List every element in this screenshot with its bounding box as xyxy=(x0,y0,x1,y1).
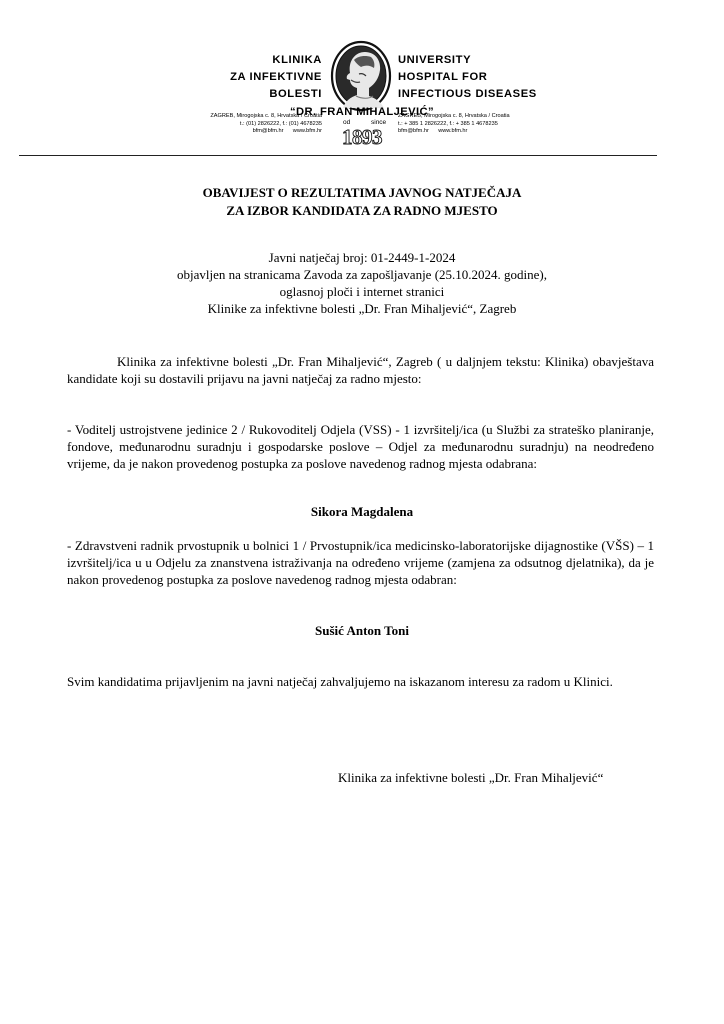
address-line: ZAGREB, Mirogojska c. 8, Hrvatska / Croatia xyxy=(210,113,322,119)
letterhead-left-line: KLINIKA xyxy=(272,54,322,66)
reference-line: Javni natječaj broj: 01-2449-1-2024 xyxy=(268,250,456,265)
letterhead-center-name: “DR. FRAN MIHALJEVIĆ” xyxy=(290,106,434,118)
intro-paragraph: Klinika za infektivne bolesti „Dr. Fran Mihaljević“, Zagreb ( u daljnjem tekstu: Klinika) obavještava kandidate koji su dostavili prijavu na javni natječaj za radno mjesto: xyxy=(67,354,654,386)
letterhead-left-line: ZA INFEKTIVNE xyxy=(230,71,322,83)
letterhead-address-left xyxy=(210,113,322,136)
letterhead-right-name xyxy=(398,52,537,103)
letterhead-founding-year: 1893 xyxy=(342,125,382,149)
letterhead-since-label: since xyxy=(371,119,387,126)
signature-line: Klinika za infektivne bolesti „Dr. Fran Mihaljević“ xyxy=(338,770,604,785)
letterhead-right-line: INFECTIOUS DISEASES xyxy=(398,88,537,100)
reference-block xyxy=(0,249,724,317)
letterhead-right-line: HOSPITAL FOR xyxy=(398,71,488,83)
website-link[interactable]: www.bfm.hr xyxy=(292,128,322,135)
reference-line: objavljen na stranicama Zavoda za zapošljavanje (25.10.2024. godine), xyxy=(176,267,547,282)
header-divider xyxy=(19,155,657,156)
document-title-line: ZA IZBOR KANDIDATA ZA RADNO MJESTO xyxy=(226,203,498,218)
closing-paragraph: Svim kandidatima prijavljenim na javni natječaj zahvaljujemo na iskazanom interesu za radom u Klinici. xyxy=(67,674,613,689)
phone-fax-line: t.: (01) 2826222, f.: (01) 4678235 xyxy=(239,120,322,127)
position-1-paragraph: - Voditelj ustrojstvene jedinice 2 / Rukovoditelj Odjela (VSS) - 1 izvršitelj/ica (u Službi za strateško planiranje, fondove, međunarodnu suradnju i gospodarske poslove – Odjel za međunarodnu suradnju) na neodređeno vrijeme, da je nakon provedenog postupka za poslove navedenog radnog mjesta odabrana: xyxy=(67,422,654,471)
email-link[interactable]: bfm@bfm.hr xyxy=(398,128,429,135)
letterhead-right-line: UNIVERSITY xyxy=(398,54,472,66)
selected-candidate-1: Sikora Magdalena xyxy=(310,504,414,519)
reference-line: oglasnoj ploči i internet stranici xyxy=(279,284,445,299)
position-2-paragraph: - Zdravstveni radnik prvostupnik u bolnici 1 / Prvostupnik/ica medicinsko-laboratorijske dijagnostike (VŠS) – 1 izvršitelj/ica u u Odjelu za znanstvena istraživanja na određeno vrijeme (zamjena za odsutnog djelatnika), da je nakon provedenog postupka za poslove navedenog radnog mjesta odabran: xyxy=(67,538,654,587)
letterhead-left-name xyxy=(230,52,322,103)
document-title xyxy=(0,184,724,220)
reference-line: Klinike za infektivne bolesti „Dr. Fran Mihaljević“, Zagreb xyxy=(207,301,517,316)
address-line: ZAGREB, Mirogojska c. 8, Hrvatska / Croatia xyxy=(398,113,510,119)
email-link[interactable]: bfm@bfm.hr xyxy=(252,128,284,135)
letterhead-od-label: od xyxy=(343,119,351,126)
website-link[interactable]: www.bfm.hr xyxy=(438,128,468,135)
letterhead-address-right xyxy=(398,113,510,136)
selected-candidate-2: Sušić Anton Toni xyxy=(315,623,409,638)
phone-fax-line: t.: + 385 1 2826222, f.: + 385 1 4678235 xyxy=(398,120,498,127)
letterhead-left-line: BOLESTI xyxy=(269,88,322,100)
document-title-line: OBAVIJEST O REZULTATIMA JAVNOG NATJEČAJA xyxy=(202,185,522,200)
